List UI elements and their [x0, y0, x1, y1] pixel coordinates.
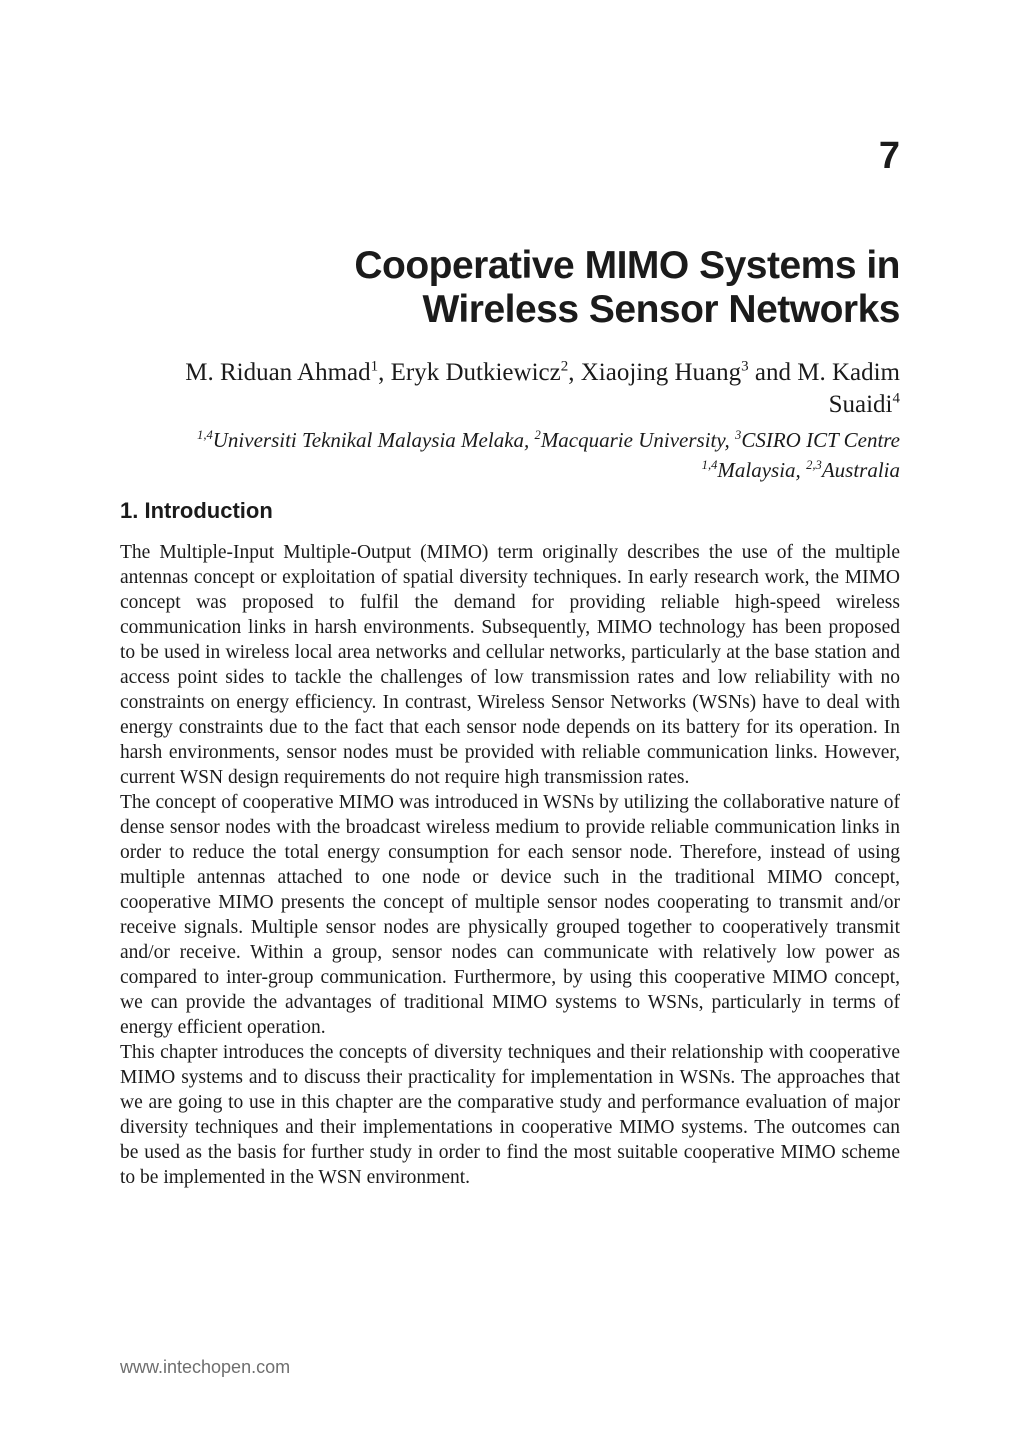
- section-heading: 1. Introduction: [120, 498, 273, 523]
- body-text: [120, 540, 900, 1190]
- footer-url: www.intechopen.com: [120, 1357, 291, 1377]
- body-paragraph-1: The Multiple-Input Multiple-Output (MIMO) term originally describes the use of the multiple antennas concept or exploitation of spatial diversity techniques. In early research work, the MIMO concept was proposed to fulfil the demand for providing reliable high-speed wireless communication links in harsh environments. Subsequently, MIMO technology has been proposed to be used in wireless local area networks and cellular networks, particularly at the base station and access point sides to tackle the challenges of low transmission rates and low reliability with no constraints on energy efficiency. In contrast, Wireless Sensor Networks (WSNs) have to deal with energy constraints due to the fact that each sensor node depends on its battery for its operation. In harsh environments, sensor nodes must be provided with reliable communication links. However, current WSN design requirements do not require high transmission rates.: [120, 542, 900, 788]
- affiliation-line-1: $^{1,4}$Universiti Teknikal Malaysia Melaka, $^2$Macquarie University, $^3$CSIRO ICT Centre: [197, 428, 900, 452]
- page-number: 7: [878, 135, 900, 177]
- body-paragraph-3: This chapter introduces the concepts of diversity techniques and their relationship with cooperative MIMO systems and to discuss their practicality for implementation in WSNs. The approaches that we are going to use in this chapter are the comparative study and performance evaluation of major diversity techniques and their implementations in cooperative MIMO systems. The outcomes can be used as the basis for further study in order to find the most suitable cooperative MIMO scheme to be implemented in the WSN environment.: [120, 1042, 900, 1188]
- byline: [120, 357, 900, 485]
- body-paragraph-2: The concept of cooperative MIMO was introduced in WSNs by utilizing the collaborative nature of dense sensor nodes with the broadcast wireless medium to provide reliable communication links in order to reduce the total energy consumption for each sensor node. Therefore, instead of using multiple antennas attached to one node or device such in the traditional MIMO concept, cooperative MIMO presents the concept of multiple sensor nodes cooperating to transmit and/or receive signals. Multiple sensor nodes are physically grouped together to cooperatively transmit and/or receive. Within a group, sensor nodes can communicate with relatively low power as compared to inter-group communication. Furthermore, by using this cooperative MIMO concept, we can provide the advantages of traditional MIMO systems to WSNs, particularly in terms of energy efficient operation.: [120, 792, 900, 1038]
- chapter-title: [120, 244, 900, 332]
- chapter-title-line-2: Wireless Sensor Networks: [422, 288, 900, 331]
- chapter-title-line-1: Cooperative MIMO Systems in: [354, 244, 900, 287]
- affiliation-line-2: $^{1,4}$Malaysia, $^{2,3}$Australia: [701, 458, 900, 482]
- authors-line: M. Riduan Ahmad$^1$, Eryk Dutkiewicz$^2$, Xiaojing Huang$^3$ and M. Kadim Suaidi$^4$: [185, 358, 900, 418]
